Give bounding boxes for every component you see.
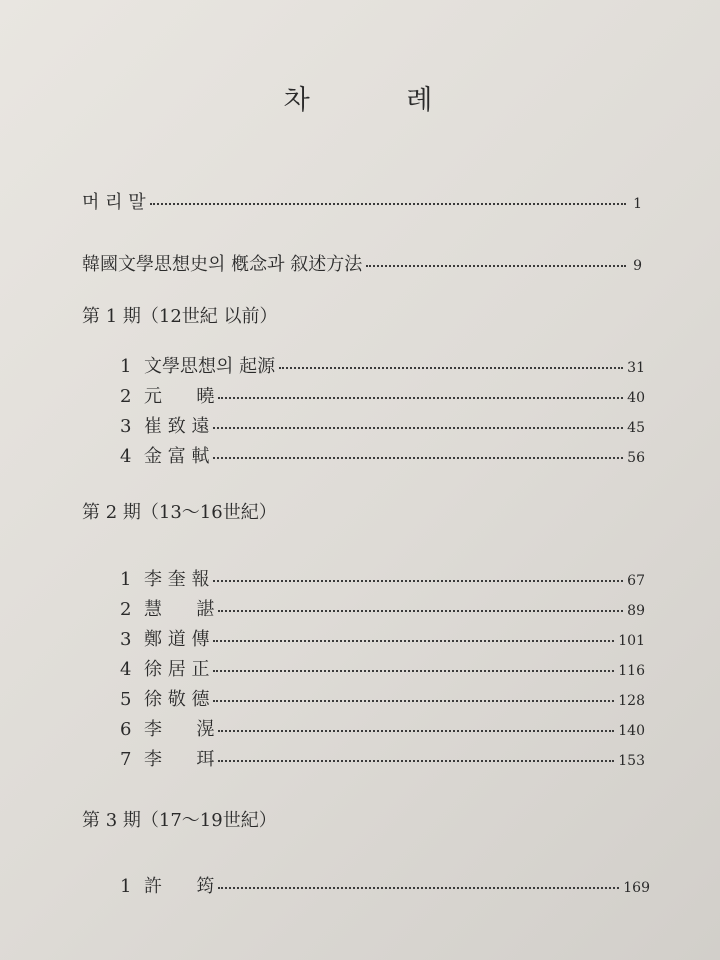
entry-label: 머 리 말 — [82, 192, 146, 213]
dot-leader — [213, 580, 623, 582]
entry-number: 2 — [120, 599, 132, 620]
toc-entry — [120, 442, 645, 468]
toc-entry — [120, 352, 645, 378]
toc-entry — [120, 412, 645, 438]
entry-page: 67 — [627, 573, 645, 589]
entry-number: 7 — [120, 749, 132, 770]
entry-page: 31 — [627, 360, 645, 376]
toc-entry — [120, 595, 645, 621]
entry-label: 崔 致 遠 — [144, 416, 210, 437]
entry-number: 1 — [120, 569, 132, 590]
dot-leader — [218, 397, 623, 399]
dot-leader — [218, 887, 619, 889]
dot-leader — [279, 367, 623, 369]
toc-entry — [120, 715, 645, 741]
toc-entry-preface — [82, 188, 642, 214]
dot-leader — [213, 457, 623, 459]
entry-label: 鄭 道 傳 — [144, 629, 210, 650]
dot-leader — [213, 427, 623, 429]
entry-number: 3 — [120, 629, 132, 650]
dot-leader — [366, 265, 626, 267]
entry-number: 1 — [120, 356, 132, 377]
entry-page: 153 — [618, 753, 645, 769]
entry-page: 101 — [618, 633, 645, 649]
entry-number: 4 — [120, 659, 132, 680]
entry-page: 169 — [623, 880, 650, 896]
period-heading: 第 3 期（17～19世紀） — [82, 810, 277, 831]
entry-label: 許 筠 — [144, 876, 215, 897]
entry-page: 128 — [618, 693, 645, 709]
entry-label: 元 曉 — [144, 386, 215, 407]
dot-leader — [213, 670, 614, 672]
entry-page: 56 — [627, 450, 645, 466]
entry-label: 徐 居 正 — [144, 659, 210, 680]
entry-page: 9 — [633, 258, 642, 274]
entry-label: 李 滉 — [144, 719, 215, 740]
dot-leader — [213, 700, 614, 702]
entry-label: 金 富 軾 — [144, 446, 210, 467]
entry-number: 1 — [120, 876, 132, 897]
entry-page: 45 — [627, 420, 645, 436]
entry-page: 116 — [618, 663, 645, 679]
entry-label: 文學思想의 起源 — [144, 356, 276, 377]
toc-entry — [120, 872, 650, 898]
entry-label: 李 珥 — [144, 749, 215, 770]
period-heading: 第 1 期（12世紀 以前） — [82, 306, 278, 327]
entry-label: 李 奎 報 — [144, 569, 210, 590]
entry-page: 140 — [618, 723, 645, 739]
entry-number: 5 — [120, 689, 132, 710]
entry-number: 4 — [120, 446, 132, 467]
toc-entry-introduction — [82, 250, 642, 276]
dot-leader — [218, 760, 614, 762]
period-heading: 第 2 期（13～16世紀） — [82, 502, 277, 523]
entry-page: 89 — [627, 603, 645, 619]
dot-leader — [150, 203, 626, 205]
page-title: 차 례 — [283, 85, 477, 116]
entry-number: 2 — [120, 386, 132, 407]
toc-entry — [120, 655, 645, 681]
dot-leader — [213, 640, 614, 642]
toc-entry — [120, 565, 645, 591]
entry-number: 6 — [120, 719, 132, 740]
entry-label: 徐 敬 德 — [144, 689, 210, 710]
entry-number: 3 — [120, 416, 132, 437]
dot-leader — [218, 610, 623, 612]
entry-page: 40 — [627, 390, 645, 406]
dot-leader — [218, 730, 614, 732]
toc-entry — [120, 685, 645, 711]
entry-page: 1 — [633, 196, 642, 212]
toc-entry — [120, 625, 645, 651]
entry-label: 慧 諶 — [144, 599, 215, 620]
toc-entry — [120, 382, 645, 408]
entry-label: 韓國文學思想史의 槪念과 叙述方法 — [82, 254, 363, 275]
toc-entry — [120, 745, 645, 771]
